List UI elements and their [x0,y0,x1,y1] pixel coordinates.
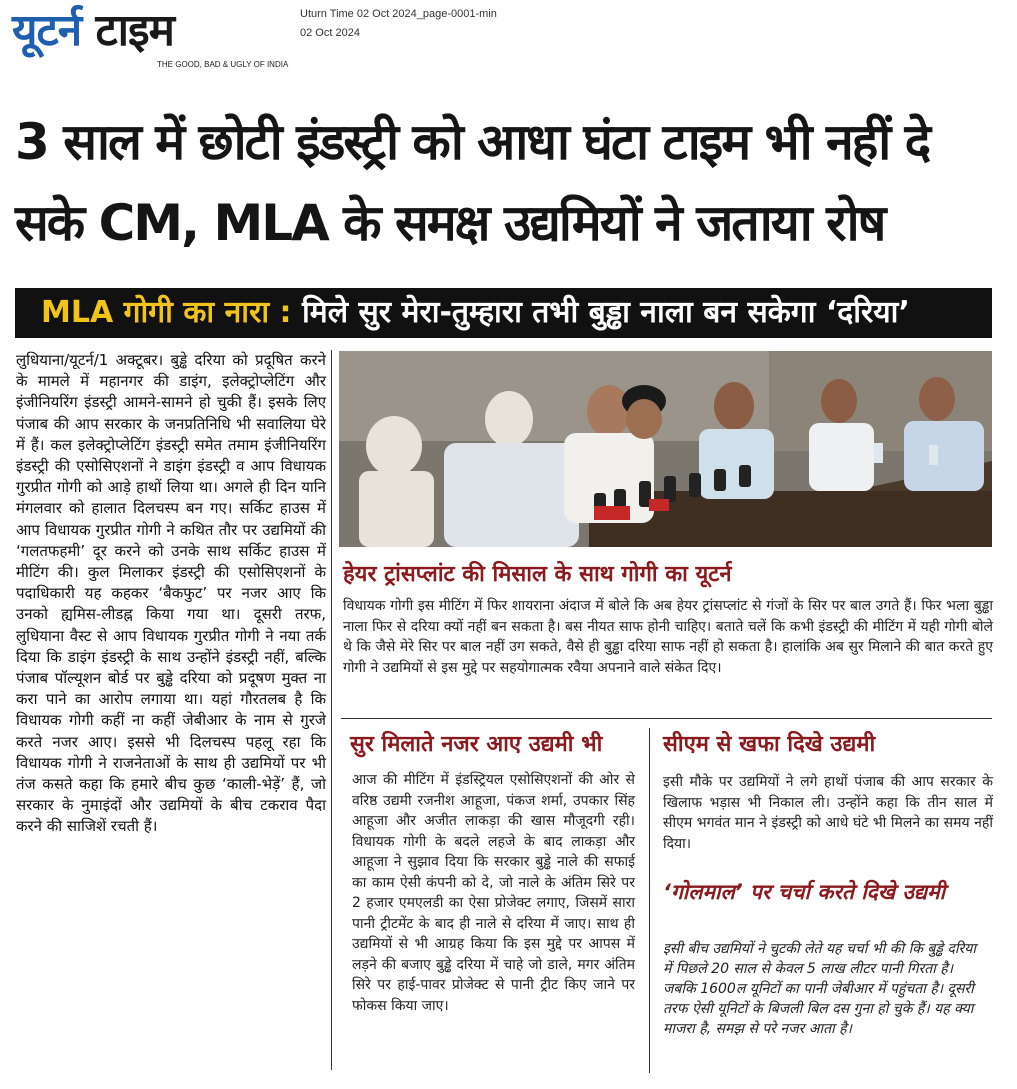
masthead-title-part2: टाइम [95,5,174,56]
hair-section-title: हेयर ट्रांसप्लांट की मिसाल के साथ गोगी का यूटर्न [343,562,732,587]
subheadline-text: मिले सुर मेरा-तुम्हारा तभी बुड्ढा नाला बन सकेगा ‘दरिया’ [302,295,910,330]
masthead-title-part1: यूटर्न [12,5,82,56]
column-divider [331,350,332,1070]
sur-section-text: आज की मीटिंग में इंडस्ट्रियल एसोसिएशनों की ओर से वरिष्ठ उद्यमी रजनीश आहूजा, पंकज शर्मा, उपकार सिंह आहूजा और अजीत लाकड़ा की खास मौजूदगी रही। विधायक गोगी के बदले लहजे के बाद लाकड़ा और आहूजा ने सुझाव दिया कि सरकार बुड्ढे नाले की सफाई का काम ऐसी कंपनी को दे, जो नाले के अंतिम सिरे पर 2 हजार एमएलडी का ऐसा प्रोजेक्ट लगाए, जिसमें सारा पानी ट्रीटमेंट के बाद ही नाले से दरिया में जाए। साथ ही उद्यमियों से भी आग्रह किया कि इस मुद्दे पर आपस में लड़ने की बजाए बुड्ढे दरिया में चाहे जो डाले, मगर अंतिम सिरे पर हाई-पावर प्रोजेक्ट से पानी ट्रीट किए जाने पर फोकस किया जाए। [352,772,635,1014]
subheadline-bar [15,288,992,338]
golmaal-section-title: ‘गोलमाल’ पर चर्चा करते दिखे उद्यमी [663,880,946,904]
cm-section-title: सीएम से खफा दिखे उद्यमी [663,732,876,757]
masthead-logo [12,5,292,70]
file-name: Uturn Time 02 Oct 2024_page-0001-min [300,8,497,20]
masthead-tagline: THE GOOD, BAD & UGLY OF INDIA [157,60,289,69]
cm-section-text: इसी मौके पर उद्यमियों ने लगे हाथों पंजाब की आप सरकार के खिलाफ भड़ास भी निकाल ली। उन्होंने कहा कि तीन साल में सीएम भगवंत मान ने इंडस्ट्री को आधे घंटे भी मिलने का समय नहीं दिया। [663,774,993,852]
masthead-title [12,5,292,56]
issue-date: 02 Oct 2024 [300,27,360,39]
golmaal-section-text: इसी बीच उद्यमियों ने चुटकी लेते यह चर्चा भी की कि बुड्ढे दरिया में पिछले 20 साल से केवल 5 लाख लीटर पानी गिरता है। जबकि 1600ल यूनिटों का पानी जेबीआर में पहुंचता है। दूसरी तरफ ऐसी यूनिटों के बिजली बिल दस गुना हो चुके हैं। यह क्या माजरा है, समझ से परे नजर आता है। [663,941,976,1037]
hair-section-text: विधायक गोगी इस मीटिंग में फिर शायराना अंदाज में बोले कि अब हेयर ट्रांसप्लांट से गंजों के सिर पर बाल उगते हैं। फिर भला बुड्ढा नाला फिर से दरिया क्यों नहीं बन सकता है। बस नीयत साफ होनी चाहिए। बताते चलें कि कभी इंडस्ट्री की मीटिंग में यही गोगी बोले थे कि जैसे मेरे सिर पर बाल नहीं उग सकते, वैसे ही बुड्ढा दरिया साफ नहीं हो सकता है। हालांकि अब सुर मिलाने की बात करते हुए गोगी ने उद्यमियों से इस मुद्दे पर सहयोगात्मक रवैया अपनाने वाले संकेत दिए। [343,598,993,676]
left-column-article: लुधियाना/यूटर्न/1 अक्टूबर। बुड्ढे दरिया को प्रदूषित करने के मामले में महानगर की डाइंग, इलेक्ट्रोप्लेटिंग और इंजीनियरिंग इंडस्ट्री आमने-सामने हो चुकी हैं। इसके लिए पंजाब की आप सरकार के जनप्रतिनिधि भी सवालिया घेरे में हैं। कल इलेक्ट्रोप्लेटिंग इंडस्ट्री समेत तमाम इंजीनियरिंग इंडस्ट्री की एसोसिएशनों ने डाइंग इंडस्ट्री व आप विधायक गुरप्रीत गोगी को आड़े हाथों लिया था। अगले ही दिन यानि मंगलवार को हालात दिलचस्प बन गए। सर्किट हाउस में आप विधायक गुरप्रीत गोगी ने कथित तौर पर उद्यमियों की ‘गलतफहमी’ दूर करने को उनके साथ सर्किट हाउस में मीटिंग की। कुल मिलाकर इंडस्ट्री की एसोसिएशनों के पदाधिकारी यह कहकर ‘बैकफुट’ पर नजर आए कि उनको ह्यमिस-लीडह्न किया गया था। दूसरी तरफ, लुधियाना वैस्ट से आप विधायक गुरप्रीत गोगी ने नया तर्क दिया कि डाइंग इंडस्ट्री के साथ उन्होंने इंडस्ट्री नहीं, बल्कि पंजाब पॉल्यूशन बोर्ड पर बुड्ढे दरिया को प्रदूषण मुक्त ना करा पाने का आरोप लगाया था। यहां गौरतलब है कि विधायक गोगी कहीं ना कहीं जेबीआर के नाम से गुरजे करते नजर आए। इससे भी दिलचस्प पहलू रहा कि विधायक गोगी ने राजनेताओं के साथ ही उद्यमियों पर भी तंज कसते कहा कि हमारे बीच कुछ ‘काली-भेड़ें’ हैं, जो सरकार के नुमाइंदों और उद्यमियों के बीच टकराव पैदा करने की साजिशें रचती हैं। [16,351,326,836]
column-divider-right [649,728,650,1073]
meeting-photo [339,351,992,547]
meeting-photo-illustration [339,351,992,547]
headline-line-1: 3 साल में छोटी इंडस्ट्री को आधा घंटा टाइम भी नहीं दे [15,113,930,171]
sur-section-title: सुर मिलाते नजर आए उद्यमी भी [350,732,603,757]
subheadline-label: MLA गोगी का नारा : [41,295,292,330]
headline-line-2: सके CM, MLA के समक्ष उद्यमियों ने जताया रोष [15,194,885,252]
section-rule [341,718,992,719]
